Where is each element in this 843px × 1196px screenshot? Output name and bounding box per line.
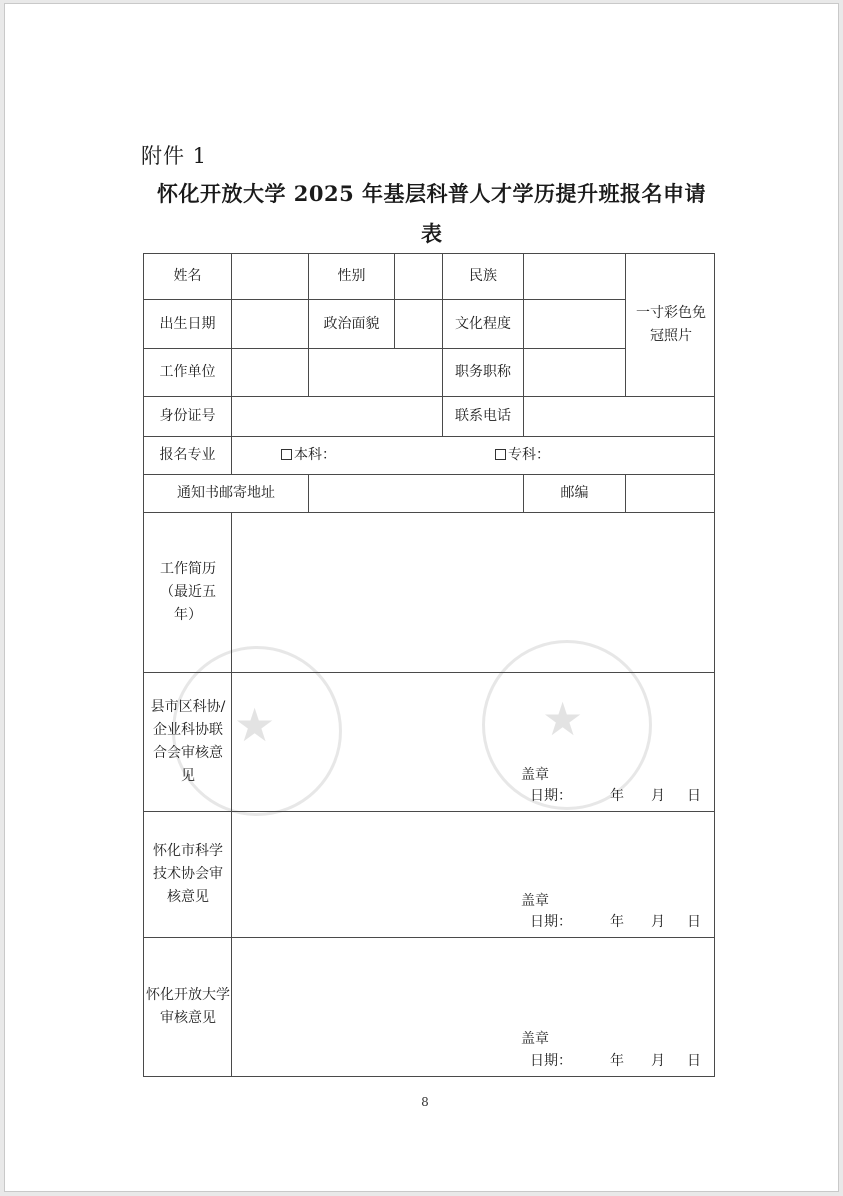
seal-text: 盖章 xyxy=(521,893,549,909)
employer-field[interactable] xyxy=(232,349,442,396)
birthdate-field[interactable] xyxy=(232,300,308,348)
year-label: 年 xyxy=(610,1053,624,1069)
ethnicity-label: 民族 xyxy=(469,268,497,284)
annex-label: 附件 1 xyxy=(141,144,208,168)
page-number: 8 xyxy=(421,1095,429,1109)
year-label: 年 xyxy=(610,914,624,930)
row-divider xyxy=(144,672,714,673)
work-history-label: 工作简历（最近五年） xyxy=(160,561,216,623)
name-field[interactable] xyxy=(232,254,308,299)
work-history-field[interactable] xyxy=(232,513,714,672)
phone-field[interactable] xyxy=(524,397,714,436)
undergrad-option[interactable] xyxy=(281,445,336,465)
checkbox-icon[interactable] xyxy=(281,449,292,460)
university-review-label: 怀化开放大学审核意见 xyxy=(146,987,230,1026)
birthdate-label: 出生日期 xyxy=(159,315,216,332)
gender-label: 性别 xyxy=(337,268,366,284)
college-option-label: 专科： xyxy=(508,447,550,463)
education-level-label: 文化程度 xyxy=(455,315,511,332)
day-label: 日 xyxy=(687,1053,701,1069)
mailing-address-field[interactable] xyxy=(309,475,523,512)
undergrad-option-label: 本科： xyxy=(294,447,336,463)
id-number-field[interactable] xyxy=(232,397,442,436)
education-level-field[interactable] xyxy=(524,300,625,348)
gender-field[interactable] xyxy=(395,254,442,299)
application-form-table xyxy=(143,253,715,1077)
document-page xyxy=(4,3,839,1192)
seal-text: 盖章 xyxy=(521,1031,549,1047)
date-label: 日期： xyxy=(530,788,572,804)
column-divider xyxy=(625,254,626,396)
month-label: 月 xyxy=(651,914,665,930)
seal-star-icon: ★ xyxy=(234,698,276,752)
seal-text: 盖章 xyxy=(521,767,549,783)
day-label: 日 xyxy=(687,788,701,804)
month-label: 月 xyxy=(651,788,665,804)
employer-label: 工作单位 xyxy=(159,364,216,380)
photo-placeholder: 一寸彩色免冠照片 xyxy=(636,305,706,344)
major-label: 报名专业 xyxy=(159,447,216,463)
phone-label: 联系电话 xyxy=(455,408,511,424)
date-label: 日期： xyxy=(530,1053,572,1069)
mailing-address-label: 通知书邮寄地址 xyxy=(177,485,275,501)
name-label: 姓名 xyxy=(173,268,202,284)
form-title-line2: 表 xyxy=(421,221,442,246)
political-status-label: 政治面貌 xyxy=(323,315,380,332)
postcode-label: 邮编 xyxy=(560,485,589,501)
checkbox-icon[interactable] xyxy=(495,449,506,460)
day-label: 日 xyxy=(687,914,701,930)
date-label: 日期： xyxy=(530,914,572,930)
id-number-label: 身份证号 xyxy=(159,408,216,424)
form-title-line1: 怀化开放大学 2025 年基层科普人才学历提升班报名申请 xyxy=(156,181,707,206)
city-review-label: 怀化市科学技术协会审核意见 xyxy=(153,843,223,905)
postcode-field[interactable] xyxy=(626,475,714,512)
county-review-label: 县市区科协/企业科协联合会审核意见 xyxy=(150,699,226,784)
row-divider xyxy=(144,811,714,812)
college-option[interactable] xyxy=(495,445,550,465)
ethnicity-field[interactable] xyxy=(524,254,625,299)
position-title-label: 职务职称 xyxy=(455,364,511,380)
year-label: 年 xyxy=(610,788,624,804)
month-label: 月 xyxy=(651,1053,665,1069)
political-status-field[interactable] xyxy=(395,300,442,348)
seal-star-icon: ★ xyxy=(542,692,584,746)
position-title-field[interactable] xyxy=(524,349,625,396)
